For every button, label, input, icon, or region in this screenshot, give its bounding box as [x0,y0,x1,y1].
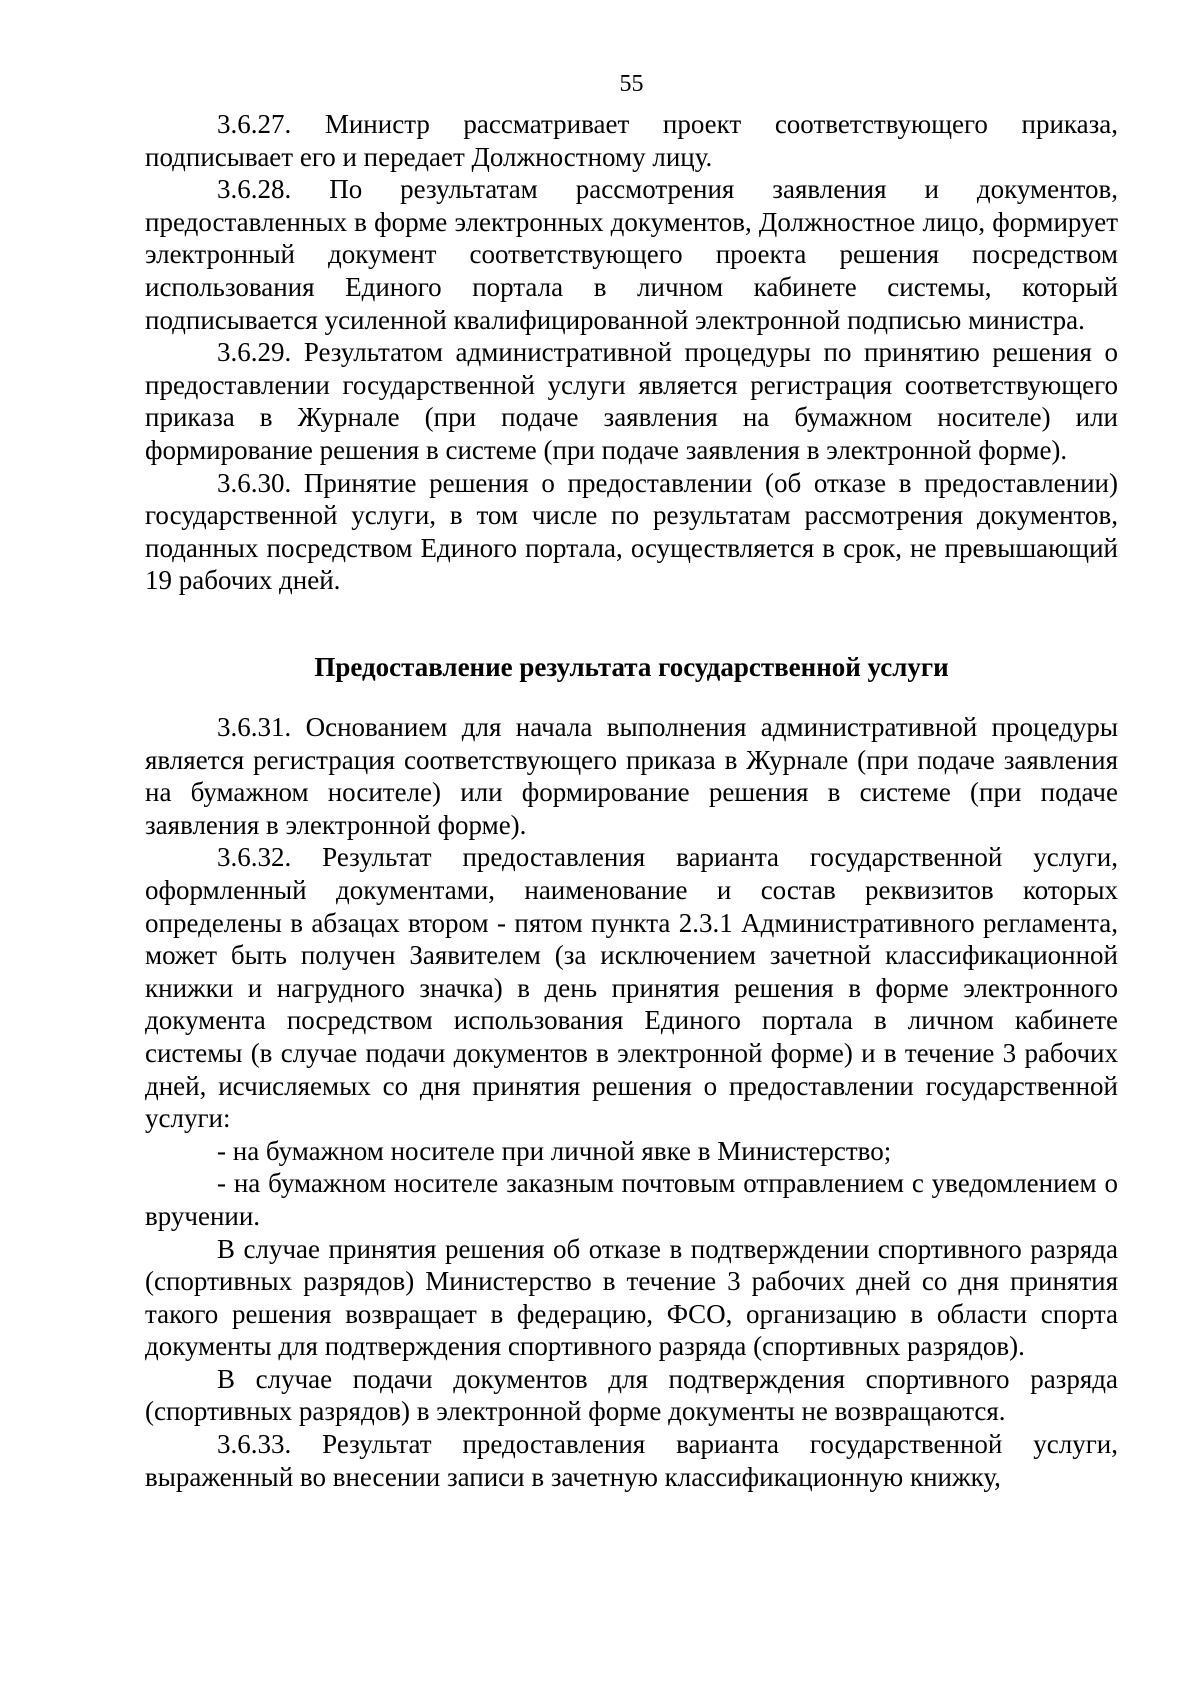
section-heading: Предоставление результата государственной услуги [314,652,949,682]
paragraph-refusal-return: В случае принятия решения об отказе в подтверждении спортивного разряда (спортивных разрядов) Министерство в течение 3 рабочих дней со дня принятия такого решения возвращает в федерацию, ФСО, организацию в области спорта документы для подтверждения спортивного разряда (спортивных разрядов). [145,1233,1118,1362]
paragraph-3-6-31: 3.6.31. Основанием для начала выполнения административной процедуры является регистрация соответствующего приказа в Журнале (при подаче заявления на бумажном носителе) или формирование решения в системе (при подаче заявления в электронной форме). [145,712,1118,840]
page-number: 55 [619,71,644,97]
paragraph-3-6-27: 3.6.27. Министр рассматривает проект соответствующего приказа, подписывает его и передает Должностному лицу. [145,109,1118,172]
text-block-top [145,108,1118,597]
list-item-personal-visit: - на бумажном носителе при личной явке в Министерство; [217,1135,892,1166]
paragraph-3-6-30: 3.6.30. Принятие решения о предоставлении (об отказе в предоставлении) государственной услуги, в том числе по результатам рассмотрения документов, поданных посредством Единого портала, осуществляется в срок, не превышающий 19 рабочих дней. [145,467,1118,596]
list-item-registered-mail: - на бумажном носителе заказным почтовым отправлением с уведомлением о вручении. [145,1168,1118,1231]
section-heading-block [145,651,1118,684]
paragraph-3-6-29: 3.6.29. Результатом административной процедуры по принятию решения о предоставлении государственной услуги является регистрация соответствующего приказа в Журнале (при подаче заявления на бумажном носителе) или формирование решения в системе (при подаче заявления в электронной форме). [145,337,1118,465]
paragraph-3-6-33: 3.6.33. Результат предоставления варианта государственной услуги, выраженный во внесении записи в зачетную классификационную книжку, [145,1429,1118,1492]
text-block-bottom [145,711,1118,1493]
paragraph-electronic-no-return: В случае подачи документов для подтверждения спортивного разряда (спортивных разрядов) в электронной форме документы не возвращаются. [145,1363,1118,1427]
paragraph-3-6-32: 3.6.32. Результат предоставления варианта государственной услуги, оформленный документами, наименование и состав реквизитов которых определены в абзацах втором - пятом пункта 2.3.1 Административного регламента, может быть получен Заявителем (за исключением зачетной классификационной книжки и нагрудного значка) в день принятия решения в форме электронного документа посредством использования Единого портала в личном кабинете системы (в случае подачи документов в электронной форме) и в течение 3 рабочих дней, исчисляемых со дня принятия решения о предоставлении государственной услуги: [145,842,1118,1134]
paragraph-3-6-28: 3.6.28. По результатам рассмотрения заявления и документов, предоставленных в форме электронных документов, Должностное лицо, формирует электронный документ соответствующего проекта решения посредством использования Единого портала в личном кабинете системы, который подписывается усиленной квалифицированной электронной подписью министра. [145,174,1118,335]
